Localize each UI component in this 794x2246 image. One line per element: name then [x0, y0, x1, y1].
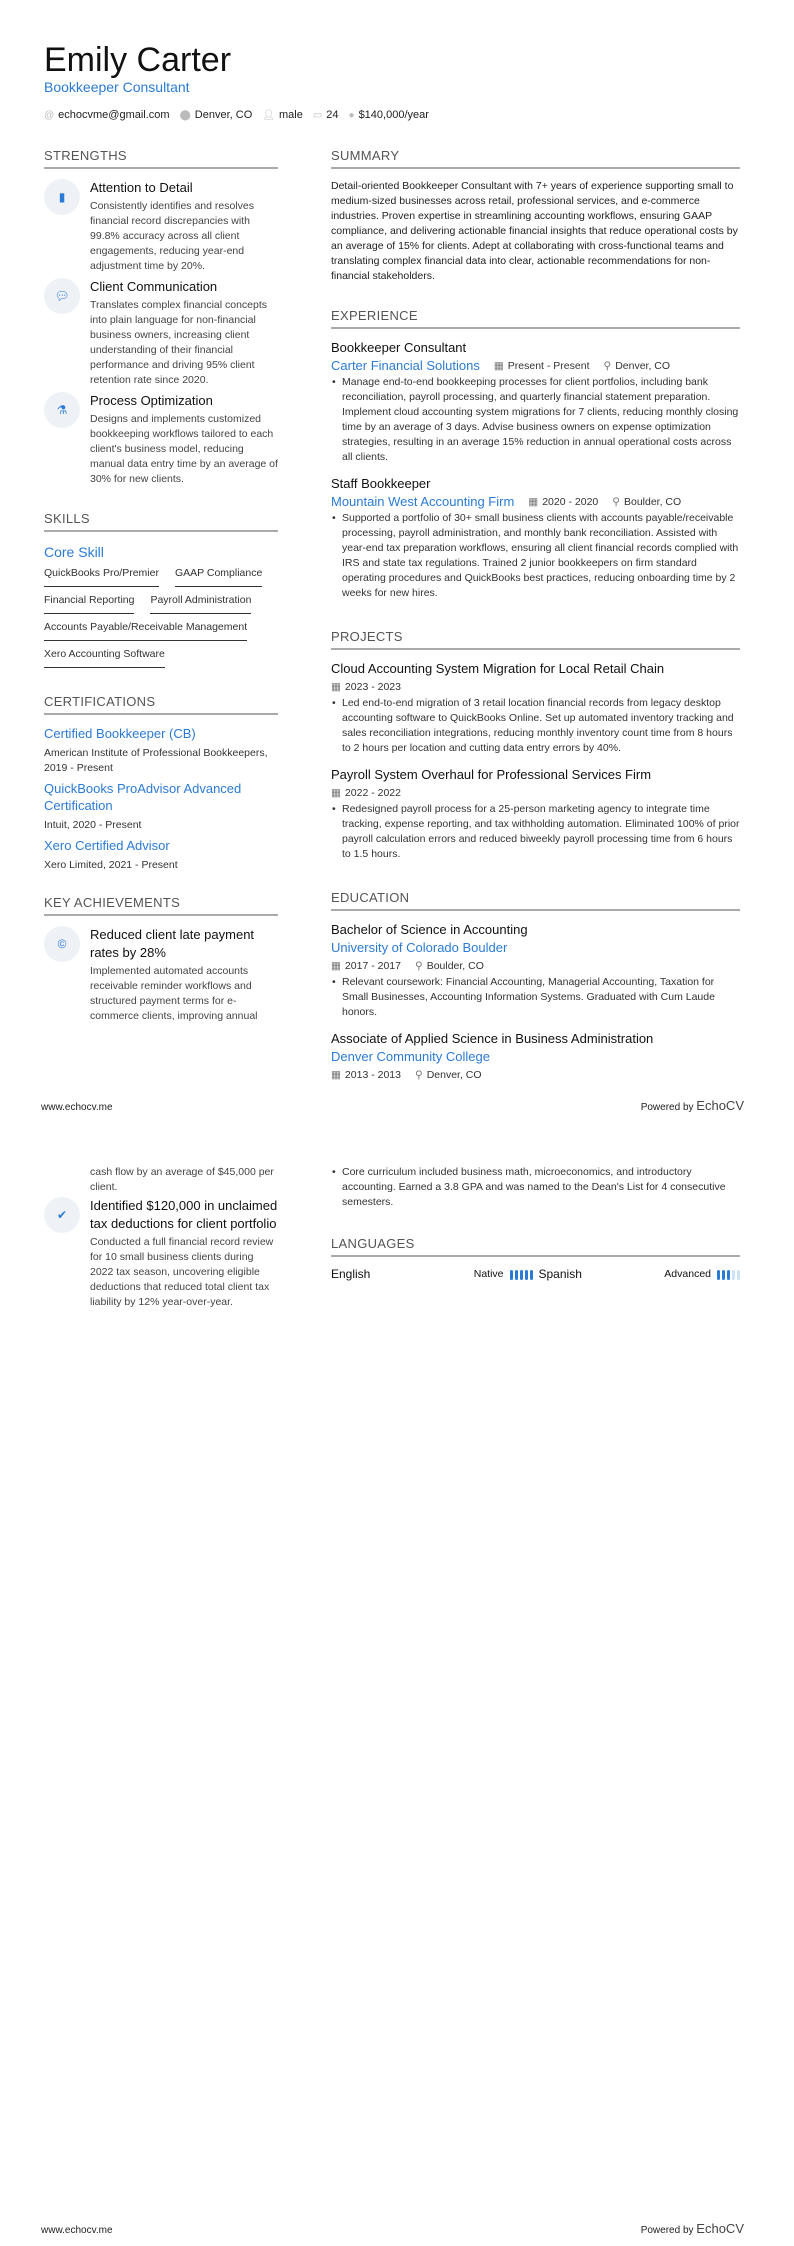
- footer-powered: Powered by: [640, 2225, 694, 2236]
- cert-detail: Xero Limited, 2021 - Present: [44, 859, 178, 871]
- job-bullet: • Manage end-to-end bookkeeping processes for client portfolios, including bank reconciliation, payroll processing, and quarterly financial statement preparation. Implement cloud accounting system migrations for 7 clients, reducing monthly closing time by an average of 3 days. Advise business owners on expense optimization strategies, resulting in an average 15% reduction in annual operational costs across all clients.: [331, 375, 740, 465]
- calendar-icon: ▦: [493, 360, 504, 372]
- language-name: Spanish: [538, 1267, 582, 1281]
- experience-item: [331, 475, 740, 601]
- at-icon: @: [44, 110, 55, 121]
- project-name: Cloud Accounting System Migration for Local Retail Chain: [331, 661, 665, 676]
- flask-icon: ⚗: [44, 392, 80, 428]
- cert-name: Xero Certified Advisor: [44, 838, 170, 853]
- rating-dot: [515, 1270, 518, 1280]
- money-icon: ●: [348, 110, 355, 121]
- language-list: [331, 1267, 740, 1282]
- language-rating: [717, 1270, 740, 1280]
- language-rating: [510, 1270, 533, 1280]
- skill-tag: Accounts Payable/Receivable Management: [44, 620, 247, 641]
- job-role: Bookkeeper Consultant: [331, 340, 467, 355]
- contact-salary: ● $140,000/year: [348, 109, 429, 121]
- language-level: Native: [473, 1268, 504, 1280]
- contact-gender: 👤︎ male: [262, 109, 303, 121]
- school-name: Denver Community College: [331, 1049, 490, 1064]
- coin-icon: ©: [44, 926, 80, 962]
- edu-location: Boulder, CO: [426, 960, 484, 972]
- contact-location: ⬤ Denver, CO: [179, 109, 253, 121]
- job-location: Boulder, CO: [623, 496, 682, 508]
- left-column: [44, 1165, 278, 1314]
- strength-desc: Consistently identifies and resolves financial record discrepancies with 99.8% accuracy across all client engagements, reducing year-end adjustment time by 20%.: [90, 200, 255, 272]
- candidate-name: Emily Carter: [44, 41, 232, 79]
- achievement-item: [44, 926, 278, 1024]
- project-bullet: • Redesigned payroll process for a 25-person marketing agency to integrate time tracking, expense reporting, and tax withholding automation. Eliminated 100% of prior payroll calculation errors and reduced biweekly payroll processing time from 6 hours to 1.5 hours.: [331, 802, 740, 862]
- user-icon: 👤︎: [262, 110, 275, 121]
- job-role: Staff Bookkeeper: [331, 476, 431, 491]
- calendar-icon: ▭: [312, 110, 323, 121]
- footer-brand: EchoCV: [696, 1098, 744, 1113]
- rating-dot: [722, 1270, 725, 1280]
- left-column: [44, 148, 278, 1028]
- project-item: [331, 766, 740, 862]
- job-dates: Present - Present: [507, 360, 590, 372]
- cert-detail: American Institute of Professional Bookkeepers, 2019 - Present: [44, 747, 268, 774]
- edu-dates: 2013 - 2013: [344, 1069, 401, 1081]
- strength-item: [44, 278, 278, 388]
- language-name: English: [331, 1267, 371, 1281]
- strength-title: Process Optimization: [90, 393, 213, 408]
- section-title-certifications: CERTIFICATIONS: [44, 694, 278, 715]
- skill-list: [44, 566, 278, 668]
- project-bullet: • Led end-to-end migration of 3 retail location financial records from legacy desktop accounting software to QuickBooks Online. Set up automated inventory tracking and sales reconciliation integrations, reducing monthly inventory count time from 8 hours to 2 hours per location and cutting data entry errors by 40%.: [331, 696, 740, 756]
- edu-bullet: • Core curriculum included business math, microeconomics, and introductory accounting. Earned a 3.8 GPA and was named to the Dean's List for 4 consecutive semesters.: [331, 1165, 740, 1210]
- strength-title: Attention to Detail: [90, 180, 193, 195]
- degree: Associate of Applied Science in Business Administration: [331, 1031, 654, 1046]
- achievement-desc: Implemented automated accounts receivable reminder workflows and structured payment terms for e-commerce clients, improving annual: [90, 965, 258, 1022]
- right-column: [331, 148, 740, 1084]
- cert-detail: Intuit, 2020 - Present: [44, 819, 142, 831]
- location-icon: ⬤: [179, 110, 191, 121]
- footer-powered: Powered by: [640, 1102, 694, 1113]
- language-item: [331, 1267, 533, 1282]
- rating-dot: [717, 1270, 720, 1280]
- project-dates: 2022 - 2022: [344, 787, 401, 799]
- summary-text: Detail-oriented Bookkeeper Consultant with 7+ years of experience supporting small to medium-sized businesses across retail, professional services, and e-commerce industries. Proven expertise in streamlining accounting workflows, ensuring GAAP compliance, and delivering actionable financial insights that reduce operational costs by an average of 15% for clients. Adept at collaborating with cross-functional teams and translating complex financial data into clear, actionable recommendations for non-financial stakeholders.: [331, 180, 738, 282]
- achievement-item: [44, 1197, 278, 1310]
- contact-age: ▭ 24: [312, 109, 339, 121]
- rating-dot: [530, 1270, 533, 1280]
- page-2: [0, 1123, 794, 2246]
- degree: Bachelor of Science in Accounting: [331, 922, 528, 937]
- calendar-icon: ▦: [331, 787, 341, 799]
- section-title-achievements: KEY ACHIEVEMENTS: [44, 895, 278, 916]
- project-item: [331, 660, 740, 756]
- edu-dates: 2017 - 2017: [344, 960, 401, 972]
- skill-group-title: Core Skill: [44, 544, 104, 560]
- rating-dot: [525, 1270, 528, 1280]
- calendar-icon: ▦: [528, 496, 539, 508]
- contact-bar: [44, 108, 429, 123]
- skill-tag: GAAP Compliance: [175, 566, 262, 587]
- right-column: [331, 1165, 740, 1282]
- job-bullet: • Supported a portfolio of 30+ small business clients with accounts payable/receivable processing, payroll administration, and monthly bank reconciliation. Assisted with year-end tax preparation workflows, ensuring all client financial records complied with IRS and state tax regulations. Trained 2 junior bookkeepers on firm standard operating procedures and QuickBooks best practices, reducing onboarding time by 2 weeks for new hires.: [331, 511, 740, 601]
- section-title-projects: PROJECTS: [331, 629, 740, 650]
- skill-tag: Financial Reporting: [44, 593, 134, 614]
- skill-tag: Payroll Administration: [150, 593, 251, 614]
- page-footer: [41, 1098, 744, 1115]
- calendar-icon: ▦: [331, 960, 341, 972]
- calendar-icon: ▦: [331, 1069, 341, 1081]
- edu-bullet: • Relevant coursework: Financial Accounting, Managerial Accounting, Taxation for Small Businesses, Accounting Information Systems. Graduated with Cum Laude honors.: [331, 975, 740, 1020]
- page-footer: [41, 2221, 744, 2238]
- footer-site-link[interactable]: www.echocv.me: [41, 1102, 113, 1113]
- skill-tag: QuickBooks Pro/Premier: [44, 566, 159, 587]
- strength-item: [44, 392, 278, 487]
- section-title-experience: EXPERIENCE: [331, 308, 740, 329]
- footer-site-link[interactable]: www.echocv.me: [41, 2225, 113, 2236]
- achievement-desc: Conducted a full financial record review for 10 small business clients during 2022 tax season, uncovering eligible deductions that reduced total client tax liability by 12% year-over-year.: [90, 1236, 274, 1308]
- section-title-education: EDUCATION: [331, 890, 740, 911]
- company-name: Mountain West Accounting Firm: [331, 494, 515, 509]
- location-icon: ⚲: [603, 360, 612, 372]
- education-item: [331, 921, 740, 1020]
- strength-desc: Translates complex financial concepts into plain language for non-financial business owners, increasing client understanding of their financial performance and driving 95% client retention rate since 2020.: [90, 299, 268, 386]
- experience-item: [331, 339, 740, 465]
- cert-name: Certified Bookkeeper (CB): [44, 726, 196, 741]
- candidate-title: Bookkeeper Consultant: [44, 79, 190, 95]
- achievement-title: Identified $120,000 in unclaimed tax deductions for client portfolio: [90, 1198, 278, 1231]
- section-title-summary: SUMMARY: [331, 148, 740, 169]
- language-level: Advanced: [664, 1268, 711, 1280]
- cert-name: QuickBooks ProAdvisor Advanced Certification: [44, 781, 242, 813]
- edu-location: Denver, CO: [426, 1069, 482, 1081]
- job-location: Denver, CO: [615, 360, 671, 372]
- achievement-item-continued: [44, 1165, 278, 1195]
- achievement-desc: cash flow by an average of $45,000 per client.: [90, 1166, 274, 1193]
- calendar-icon: ▦: [331, 681, 341, 693]
- document-icon: ▮: [44, 179, 80, 215]
- skill-tag: Xero Accounting Software: [44, 647, 165, 668]
- rating-dot: [732, 1270, 735, 1280]
- language-item: [539, 1267, 741, 1282]
- achievement-title: Reduced client late payment rates by 28%: [90, 927, 255, 960]
- rating-dot: [510, 1270, 513, 1280]
- footer-brand: EchoCV: [696, 2221, 744, 2236]
- rating-dot: [737, 1270, 740, 1280]
- education-item: [331, 1030, 740, 1084]
- company-name: Carter Financial Solutions: [331, 358, 480, 373]
- strength-title: Client Communication: [90, 279, 218, 294]
- project-name: Payroll System Overhaul for Professional Services Firm: [331, 767, 652, 782]
- location-icon: ⚲: [414, 1069, 423, 1081]
- check-circle-icon: ✔: [44, 1197, 80, 1233]
- section-title-languages: LANGUAGES: [331, 1236, 740, 1257]
- chat-icon: 💬︎: [44, 278, 80, 314]
- section-title-skills: SKILLS: [44, 511, 278, 532]
- strength-desc: Designs and implements customized bookkeeping workflows tailored to each client's business model, reducing manual data entry time by an average of 30% for new clients.: [90, 413, 278, 485]
- job-dates: 2020 - 2020: [542, 496, 599, 508]
- location-icon: ⚲: [612, 496, 620, 508]
- rating-dot: [520, 1270, 523, 1280]
- project-dates: 2023 - 2023: [344, 681, 401, 693]
- section-title-strengths: STRENGTHS: [44, 148, 278, 169]
- strength-item: [44, 179, 278, 274]
- rating-dot: [727, 1270, 730, 1280]
- school-name: University of Colorado Boulder: [331, 940, 508, 955]
- location-icon: ⚲: [414, 960, 423, 972]
- contact-email: @ echocvme@gmail.com: [44, 109, 170, 121]
